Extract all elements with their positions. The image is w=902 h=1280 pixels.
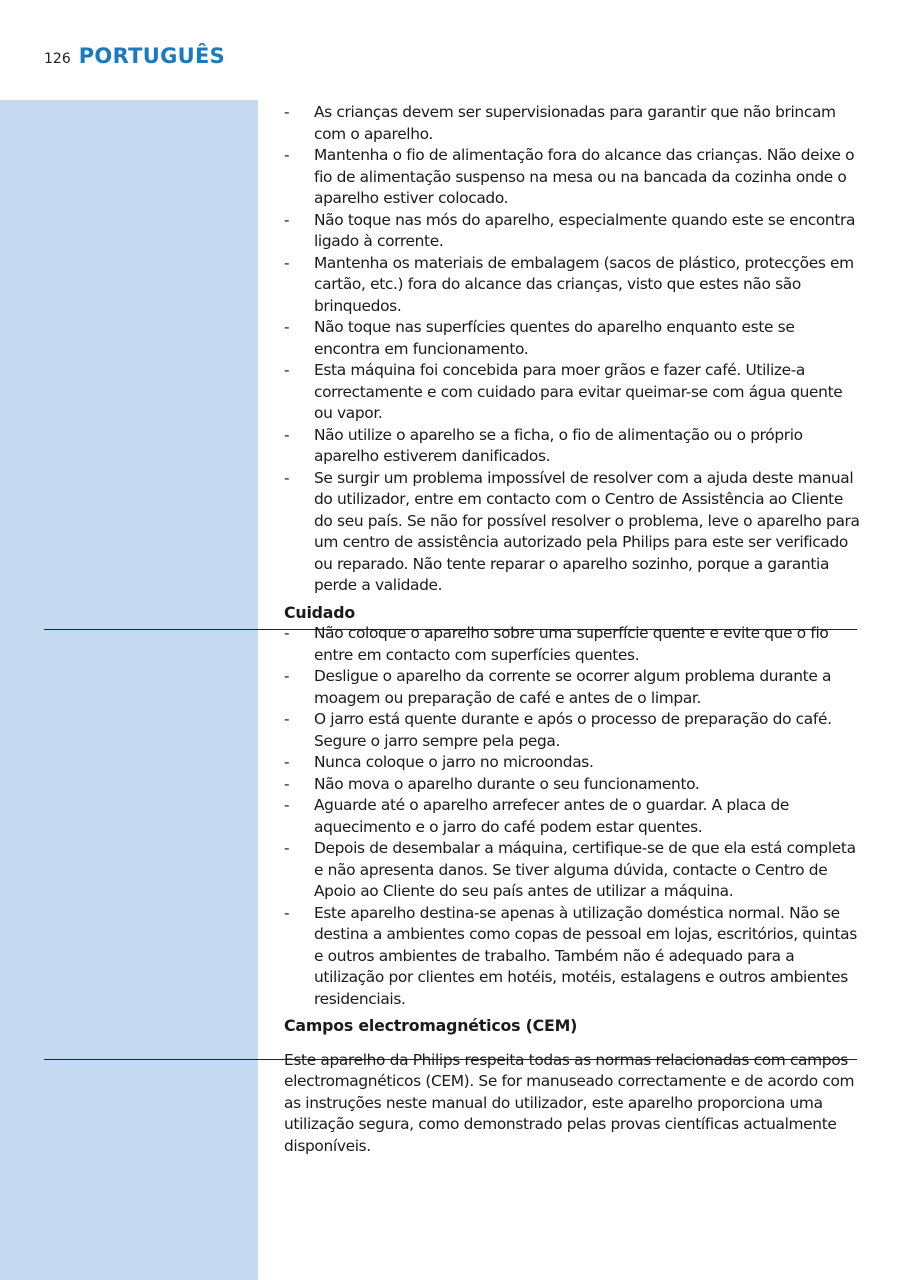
cuidado-heading: Cuidado bbox=[284, 602, 355, 622]
list-item: - Este aparelho destina-se apenas à utilização doméstica normal. Não se destina a ambientes como copas de pessoal em lojas, escritórios, quintas e outros ambientes de trabalho. Também não é adequado para a utilização por clientes em hotéis, motéis, estalagens e outros ambientes residenciais. bbox=[284, 903, 864, 1011]
cem-paragraph: Este aparelho da Philips respeita todas as normas relacionadas com campos electromagnéticos (CEM). Se for manuseado correctamente e de acordo com as instruções neste manual do utilizador, este aparelho proporciona uma utilização segura, como demonstrado pelas provas científicas actualmente disponíveis. bbox=[284, 1050, 855, 1155]
list-item: - Não coloque o aparelho sobre uma superfície quente e evite que o fio entre em contacto com superfícies quentes. bbox=[284, 623, 864, 666]
list-item: - Mantenha os materiais de embalagem (sacos de plástico, protecções em cartão, etc.) fora do alcance das crianças, visto que estes não são brinquedos. bbox=[284, 253, 864, 318]
list-item: - Nunca coloque o jarro no microondas. bbox=[284, 752, 864, 774]
page-header bbox=[44, 44, 225, 68]
language-title: PORTUGUÊS bbox=[78, 44, 226, 68]
safety-list bbox=[284, 102, 864, 597]
list-item: - Não toque nas superfícies quentes do aparelho enquanto este se encontra em funcionamento. bbox=[284, 317, 864, 360]
list-item: - Se surgir um problema impossível de resolver com a ajuda deste manual do utilizador, entre em contacto com o Centro de Assistência ao Cliente do seu país. Se não for possível resolver o problema, leve o aparelho para um centro de assistência autorizado pela Philips para este ser verificado ou reparado. Não tente reparar o aparelho sozinho, porque a garantia perde a validade. bbox=[284, 468, 864, 597]
list-item: - Aguarde até o aparelho arrefecer antes de o guardar. A placa de aquecimento e o jarro do café podem estar quentes. bbox=[284, 795, 864, 838]
cuidado-list bbox=[284, 623, 864, 1010]
main-content bbox=[284, 102, 864, 1157]
cem-heading: Campos electromagnéticos (CEM) bbox=[284, 1016, 578, 1035]
list-item: - Esta máquina foi concebida para moer grãos e fazer café. Utilize-a correctamente e com cuidado para evitar queimar-se com água quente ou vapor. bbox=[284, 360, 864, 425]
list-item: - Não utilize o aparelho se a ficha, o fio de alimentação ou o próprio aparelho estiverem danificados. bbox=[284, 425, 864, 468]
list-item: - Não toque nas mós do aparelho, especialmente quando este se encontra ligado à corrente. bbox=[284, 210, 864, 253]
list-item: - O jarro está quente durante e após o processo de preparação do café. Segure o jarro sempre pela pega. bbox=[284, 709, 864, 752]
list-item: - Depois de desembalar a máquina, certifique-se de que ela está completa e não apresenta danos. Se tiver alguma dúvida, contacte o Centro de Apoio ao Cliente do seu país antes de utilizar a máquina. bbox=[284, 838, 864, 903]
sidebar-band bbox=[0, 100, 258, 1280]
list-item: - Não mova o aparelho durante o seu funcionamento. bbox=[284, 774, 864, 796]
list-item: - Desligue o aparelho da corrente se ocorrer algum problema durante a moagem ou preparação de café e antes de o limpar. bbox=[284, 666, 864, 709]
list-item: - Mantenha o fio de alimentação fora do alcance das crianças. Não deixe o fio de alimentação suspenso na mesa ou na bancada da cozinha onde o aparelho estiver colocado. bbox=[284, 145, 864, 210]
list-item: - As crianças devem ser supervisionadas para garantir que não brincam com o aparelho. bbox=[284, 102, 864, 145]
page-number: 126 bbox=[44, 51, 71, 67]
